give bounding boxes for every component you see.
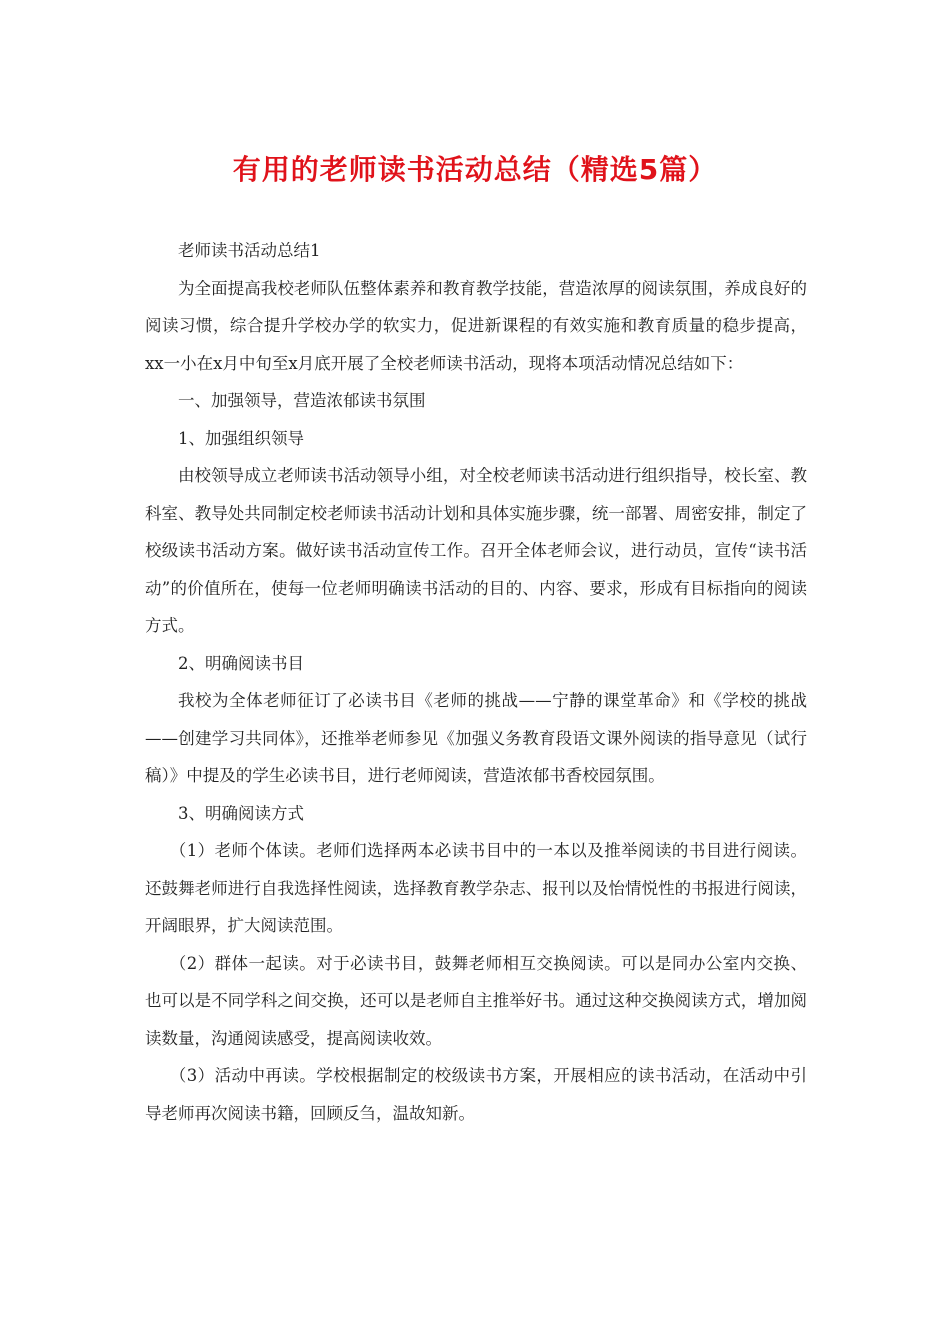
list-item-3: （3）活动中再读。学校根据制定的校级读书方案，开展相应的读书活动，在活动中引导老师再次阅读书籍，回顾反刍，温故知新。 <box>145 1066 807 1123</box>
section-heading: 老师读书活动总结1 <box>178 241 321 260</box>
list-item-2: （2）群体一起读。对于必读书目，鼓舞老师相互交换阅读。可以是同办公室内交换、也可以是不同学科之间交换，还可以是老师自主推举好书。通过这种交换阅读方式，增加阅读数量，沟通阅读感受，提高阅读收效。 <box>145 953 807 1048</box>
subheading-2: 2、明确阅读书目 <box>178 653 304 673</box>
document-title: 有用的老师读书活动总结（精选5篇） <box>232 153 718 186</box>
paragraph-1: 由校领导成立老师读书活动领导小组，对全校老师读书活动进行组织指导，校长室、教科室、教导处共同制定校老师读书活动计划和具体实施步骤，统一部署、周密安排，制定了校级读书活动方案。做好读书活动宣传工作。召开全体老师会议，进行动员，宣传“读书活动”的价值所在，使每一位老师明确读书活动的目的、内容、要求，形成有目标指向的阅读方式。 <box>145 466 807 635</box>
subheading-3: 3、明确阅读方式 <box>178 803 304 823</box>
list-item-1: （1）老师个体读。老师们选择两本必读书目中的一本以及推举阅读的书目进行阅读。还鼓舞老师进行自我选择性阅读，选择教育教学杂志、报刊以及怡情悦性的书报进行阅读，开阔眼界，扩大阅读范围。 <box>145 841 807 935</box>
subheading-1: 1、加强组织领导 <box>178 428 304 448</box>
paragraph-2: 我校为全体老师征订了必读书目《老师的挑战——宁静的课堂革命》和《学校的挑战——创建学习共同体》，还推举老师参见《加强义务教育段语文课外阅读的指导意见（试行稿）》中提及的学生必读书目，进行老师阅读，营造浓郁书香校园氛围。 <box>145 691 807 785</box>
document-body <box>145 232 807 1132</box>
intro-paragraph: 为全面提高我校老师队伍整体素养和教育教学技能，营造浓厚的阅读氛围，养成良好的阅读习惯，综合提升学校办学的软实力，促进新课程的有效实施和教育质量的稳步提高，xx一小在x月中旬至x月底开展了全校老师读书活动，现将本项活动情况总结如下： <box>145 278 807 373</box>
heading-1: 一、加强领导，营造浓郁读书氛围 <box>178 391 426 410</box>
